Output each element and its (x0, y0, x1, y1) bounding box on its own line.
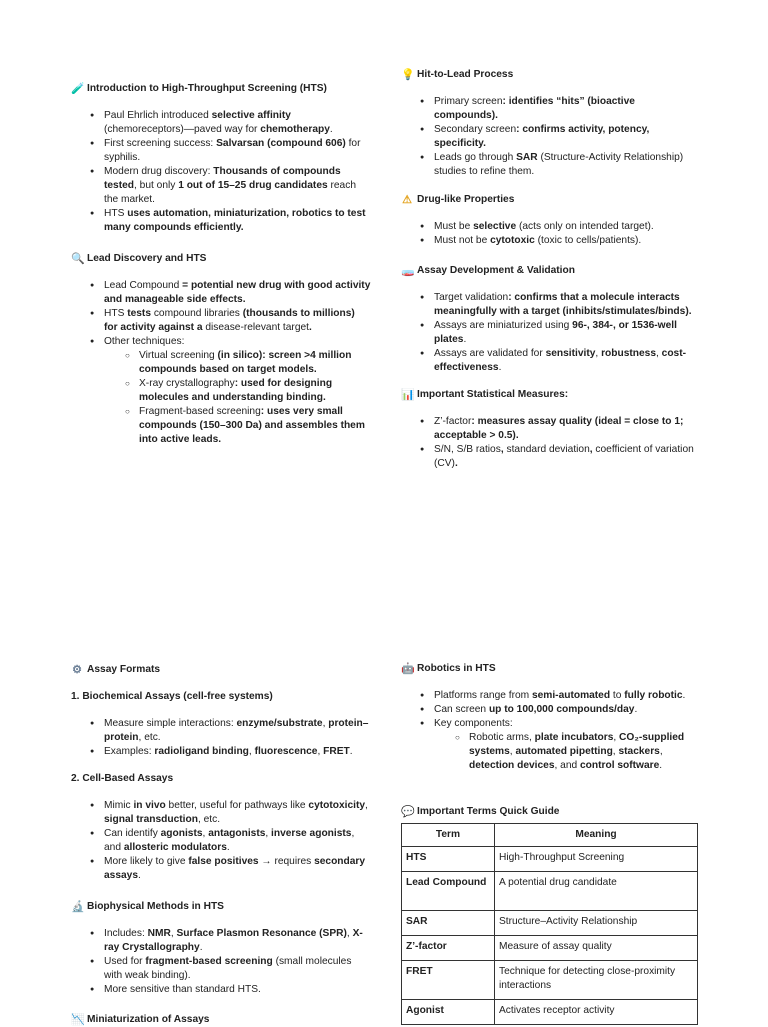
stats-title: Important Statistical Measures: (417, 389, 569, 400)
bar-chart-icon: 📊 (401, 389, 415, 401)
intro-title: Introduction to High-Throughput Screening (HTS) (87, 83, 327, 94)
formats-heading (71, 663, 371, 677)
biophys-heading (71, 900, 371, 914)
list-item: ● Primary screen: identifies “hits” (bioactive compounds). (420, 95, 701, 123)
list-item: ● Other techniques: (90, 335, 371, 349)
cell-based-title: 2. Cell-Based Assays (71, 773, 174, 784)
section-robotics (401, 662, 701, 773)
list-item: ● Includes: NMR, Surface Plasmon Resonance (SPR), X-ray Crystallography. (90, 927, 371, 955)
table-row (402, 911, 698, 936)
chart-down-icon: 📉 (71, 1014, 85, 1026)
column-header-meaning: Meaning (495, 824, 698, 847)
mini-heading (71, 1013, 371, 1027)
section-druglike (401, 193, 701, 248)
robotics-heading (401, 662, 701, 676)
list-item: ○ X-ray crystallography: used for designing molecules and understanding binding. (125, 377, 371, 405)
list-item: ● Lead Compound = potential new drug with good activity and manageable side effects. (90, 279, 371, 307)
meaning-cell: High-Throughput Screening (495, 847, 698, 872)
robot-icon: 🤖 (401, 663, 415, 675)
list-item: ● Must not be cytotoxic (toxic to cells/patients). (420, 234, 701, 248)
list-item: ● HTS uses automation, miniaturization, robotics to test many compounds efficiently. (90, 207, 371, 235)
beaker-icon: 🧫 (401, 265, 415, 277)
section-mini (71, 1013, 371, 1027)
list-item: ● Leads go through SAR (Structure-Activity Relationship) studies to refine them. (420, 151, 701, 179)
list-item: ● Target validation: confirms that a molecule interacts meaningfully with a target (inhibits/stimulates/binds). (420, 291, 701, 319)
cell-based-list (90, 799, 371, 883)
list-item: ● Platforms range from semi-automated to fully robotic. (420, 689, 701, 703)
lead-title: Lead Discovery and HTS (87, 253, 207, 264)
list-item: ● Measure simple interactions: enzyme/substrate, protein–protein, etc. (90, 717, 371, 745)
druglike-heading (401, 193, 701, 207)
list-item: ● Modern drug discovery: Thousands of compounds tested, but only 1 out of 15–25 drug candidates reach the market. (90, 165, 371, 207)
test-tube-icon: 🧪 (71, 83, 85, 95)
terms-table (401, 823, 698, 1025)
list-item: ● HTS tests compound libraries (thousands to millions) for activity against a disease-relevant target. (90, 307, 371, 335)
intro-list (90, 109, 371, 235)
intro-heading (71, 82, 371, 96)
lead-sublist (125, 349, 371, 447)
table-row (402, 872, 698, 911)
warning-icon: ⚠ (402, 194, 412, 206)
list-item: ● Used for fragment-based screening (small molecules with weak binding). (90, 955, 371, 983)
list-item: ● Can identify agonists, antagonists, inverse agonists, and allosteric modulators. (90, 827, 371, 855)
term-cell: Agonist (402, 1000, 495, 1025)
list-item: ● Mimic in vivo better, useful for pathways like cytotoxicity, signal transduction, etc. (90, 799, 371, 827)
term-cell: Z’-factor (402, 936, 495, 961)
biochemical-title: 1. Biochemical Assays (cell-free systems) (71, 691, 273, 702)
assaydev-title: Assay Development & Validation (417, 265, 575, 276)
section-terms (401, 805, 701, 1025)
biochemical-list (90, 717, 371, 759)
list-item: ● S/N, S/B ratios, standard deviation, coefficient of variation (CV). (420, 443, 701, 471)
robotics-title: Robotics in HTS (417, 663, 496, 674)
list-item: ● Secondary screen: confirms activity, potency, specificity. (420, 123, 701, 151)
list-item: ○ Robotic arms, plate incubators, CO₂-supplied systems, automated pipetting, stackers, detection devices, and control software. (455, 731, 701, 773)
magnifier-icon: 🔍 (71, 253, 85, 265)
formats-title: Assay Formats (87, 664, 161, 675)
term-cell: Lead Compound (402, 872, 495, 911)
mini-title: Miniaturization of Assays (87, 1014, 210, 1025)
list-item: ● More sensitive than standard HTS. (90, 983, 371, 997)
list-item: ○ Fragment-based screening: uses very small compounds (150–300 Da) and assembles them into active leads. (125, 405, 371, 447)
list-item: ● Must be selective (acts only on intended target). (420, 220, 701, 234)
table-row (402, 847, 698, 872)
section-intro (71, 82, 371, 235)
hit-list (420, 95, 701, 179)
section-assaydev (401, 264, 701, 375)
druglike-title: Drug-like Properties (417, 194, 515, 205)
section-hit (401, 68, 701, 179)
list-item: ○ Virtual screening (in silico): screen >4 million compounds based on target models. (125, 349, 371, 377)
meaning-cell: Activates receptor activity (495, 1000, 698, 1025)
biophys-list (90, 927, 371, 997)
lead-list (90, 279, 371, 349)
list-item: ● Paul Ehrlich introduced selective affinity (chemoreceptors)—paved way for chemotherapy. (90, 109, 371, 137)
druglike-list (420, 220, 701, 248)
list-item: ● Key components: (420, 717, 701, 731)
meaning-cell: Structure–Activity Relationship (495, 911, 698, 936)
microscope-icon: 🔬 (71, 901, 85, 913)
section-biophys (71, 900, 371, 997)
list-item: ● Assays are miniaturized using 96-, 384-, or 1536-well plates. (420, 319, 701, 347)
hit-heading (401, 68, 701, 82)
terms-heading (401, 805, 701, 819)
lightbulb-icon: 💡 (401, 69, 415, 81)
table-row (402, 961, 698, 1000)
list-item: ● First screening success: Salvarsan (compound 606) for syphilis. (90, 137, 371, 165)
section-lead (71, 252, 371, 447)
assaydev-list (420, 291, 701, 375)
term-cell: FRET (402, 961, 495, 1000)
list-item: ● Z’-factor: measures assay quality (ideal = close to 1; acceptable > 0.5). (420, 415, 701, 443)
meaning-cell: Measure of assay quality (495, 936, 698, 961)
assaydev-heading (401, 264, 701, 278)
table-row (402, 1000, 698, 1025)
meaning-cell: Technique for detecting close-proximity interactions (495, 961, 698, 1000)
list-item: ● Examples: radioligand binding, fluorescence, FRET. (90, 745, 371, 759)
stats-heading (401, 388, 701, 402)
hit-title: Hit-to-Lead Process (417, 69, 514, 80)
section-formats (71, 663, 371, 883)
robotics-sublist (455, 731, 701, 773)
list-item: ● Can screen up to 100,000 compounds/day. (420, 703, 701, 717)
column-header-term: Term (402, 824, 495, 847)
gear-icon: ⚙ (72, 664, 82, 676)
list-item: ● More likely to give false positives → requires secondary assays. (90, 855, 371, 883)
table-row (402, 936, 698, 961)
terms-header-row (402, 824, 698, 847)
terms-title: Important Terms Quick Guide (417, 806, 560, 817)
stats-list (420, 415, 701, 471)
speech-bubble-icon: 💬 (401, 806, 415, 818)
term-cell: SAR (402, 911, 495, 936)
list-item: ● Assays are validated for sensitivity, robustness, cost-effectiveness. (420, 347, 701, 375)
term-cell: HTS (402, 847, 495, 872)
section-stats (401, 388, 701, 471)
lead-heading (71, 252, 371, 266)
biophys-title: Biophysical Methods in HTS (87, 901, 224, 912)
robotics-list (420, 689, 701, 731)
meaning-cell: A potential drug candidate (495, 872, 698, 911)
